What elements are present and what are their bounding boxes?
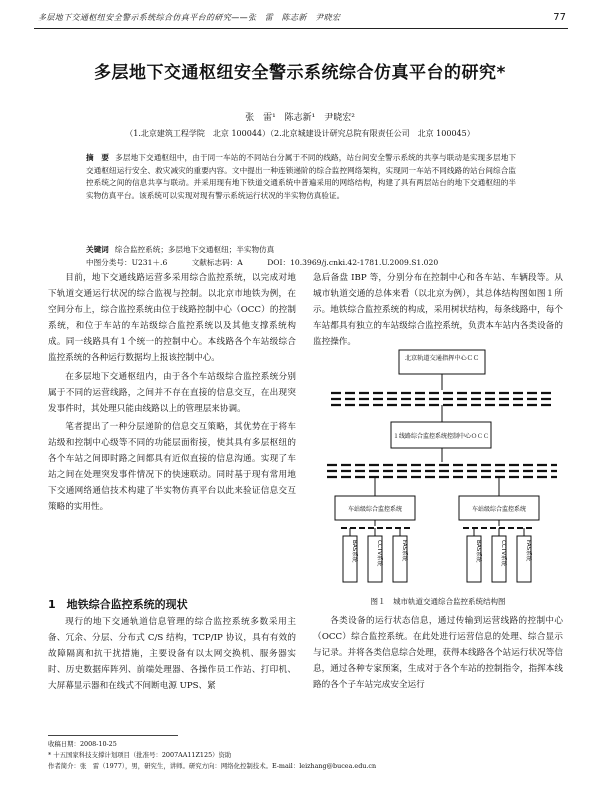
footnotes	[48, 739, 568, 772]
keywords-block	[86, 243, 516, 269]
leaf-label: CCTV系统	[500, 540, 506, 567]
keywords-label: 关键词	[86, 245, 109, 254]
fund-note: * 十五国家科技支撑计划项目（批准号：2007AA11Z125）资助	[48, 751, 232, 759]
left-column-lower	[48, 614, 296, 696]
received-date: 收稿日期：2008-10-25	[48, 740, 117, 748]
leaf-subsystems	[343, 528, 533, 582]
clc-label: 中图分类号：	[86, 258, 132, 267]
station-label-left: 车站级综合监控系统	[347, 506, 403, 513]
section-heading: 1 地铁综合监控系统的现状	[48, 598, 188, 611]
doc-code: A	[237, 258, 243, 267]
paper-title: 多层地下交通枢纽安全警示系统综合仿真平台的研究*	[94, 63, 506, 83]
author-info: 作者简介：张 雷（1977），男，研究生，讲师。研究方向：网络化控制技术。E-mail：leizhang@bucea.edu.cn	[48, 762, 377, 770]
body-paragraph: 笔者提出了一种分层递阶的信息交互策略，其优势在于将车站级和控制中心级等不同的功能层面衔接，使其具有多层枢纽的各个车站之间即时路之间都具有近似直接的信息沟通。实现了车站之间在处理突发事件情况下的快速联动。同时基于现有常用地下交通网络通信技术构建了半实物仿真平台以此来验证信息交互策略的实用性。	[48, 421, 296, 513]
clc-code: U231＋.6	[131, 258, 168, 267]
command-center-box	[399, 350, 485, 374]
footnote-rule	[48, 735, 178, 736]
leaf-label: FAS系统	[401, 540, 407, 562]
system-architecture-figure	[313, 346, 563, 594]
station-label-right: 车站级综合监控系统	[471, 506, 527, 513]
command-center-label: 北京轨道交通指挥中心ＣＣ	[404, 355, 480, 362]
page-number: 77	[553, 12, 566, 23]
leaf-label: CCTV系统	[376, 540, 382, 567]
running-header: 多层地下交通枢纽安全警示系统综合仿真平台的研究——张 雷 陈志新 尹晓宏	[38, 13, 341, 22]
leaf-label: BAS系统	[351, 540, 357, 563]
leaf-label: BAS系统	[475, 540, 481, 563]
abstract	[86, 152, 516, 202]
body-paragraph: 现行的地下交通轨道信息管理的综合监控系统多数采用主备、冗余、分层、分布式 C/S 结构，TCP/IP 协议，具有有效的故障隔离和抗干扰措施，主要设备有以太网交换机、服务器实时、历史数据库阵列、前端处理器、各操作员工作站、打印机、大屏幕显示器和在线式不间断电源 UPS、紧	[48, 617, 296, 692]
keywords-text: 综合监控系统；多层地下交通枢纽；半实物仿真	[114, 245, 275, 254]
right-column-lower	[313, 613, 563, 695]
left-column	[48, 270, 296, 517]
header-rule	[34, 28, 568, 29]
body-paragraph: 在多层地下交通枢纽内，由于各个车站级综合监控系统分别属于不同的运营线路，之间并不存在直接的信息交互，在出现突发事件时，其处理只能由线路以上的管理层来协调。	[48, 371, 296, 414]
figure-caption: 图１ 城市轨道交通综合监控系统结构图	[370, 597, 506, 606]
body-paragraph: 各类设备的运行状态信息，通过传输到运营线路的控制中心（OCC）综合监控系统。在此处进行运营信息的处理、综合显示与记录。并将各类信息综合处理，获得本线路各个站运行状况等信息，通过各种专家预案，生成对于各个车站的控制指令，指挥本线路的各个子车站完成安全运行	[313, 616, 563, 691]
body-paragraph: 急后备盘 IBP 等，分别分布在控制中心和各车站、车辆段等。从城市轨道交通的总体来看（以北京为例），其总体结构图如图１所示。地铁综合监控系统的构成，采用树状结构，每条线路中，每个车站都具有独立的车站级综合监控系统，负责本车站内各类设备的监控操作。	[313, 273, 563, 348]
occ-label: １线路综合监控系统控制中心ＯＣＣ	[392, 433, 490, 440]
affiliations: （1.北京建筑工程学院 北京 100044）（2.北京城建设计研究总院有限责任公司 北京 100045）	[125, 129, 475, 138]
right-column	[313, 270, 563, 352]
doc-code-label: 文献标志码：	[191, 258, 238, 267]
leaf-label: FAS系统	[525, 540, 531, 562]
doi: DOI：10.3969/j.cnki.42-1781.U.2009.S1.020	[267, 258, 439, 267]
abstract-text: 多层地下交通枢纽中，由于同一车站的不同站台分属于不同的线路，站台间安全警示系统的共享与联动是实现多层地下交通枢纽运行安全、救灾减灾的重要内容。文中提出一种连锁递阶的综合监控网络架构，实现同一车站不同线路的站台间综合监控系统之间的信息共享与联动。并采用现有地下铁道交通系统中普遍采用的网络结构，构建了具有两层站台的地下交通枢纽的半实物仿真平台。该系统可以实现对现有警示系统运行状况的半实物仿真验证。	[86, 153, 517, 200]
abstract-label: 摘 要	[86, 153, 110, 162]
author-list: 张 雷¹ 陈志新¹ 尹晓宏²	[245, 113, 355, 123]
body-paragraph: 目前，地下交通线路运营多采用综合监控系统，以完成对地下轨道交通运行状况的综合监视与控制。以北京市地铁为例，在空间分布上，综合监控系统由位于线路控制中心（OCC）的控制系统，和位于车站的车站级综合监控系统以及其他支撑系统构成。同一线路具有１个统一的控制中心。本线路各个车站级综合监控系统的各种运行数据均上报该控制中心。	[48, 273, 296, 364]
